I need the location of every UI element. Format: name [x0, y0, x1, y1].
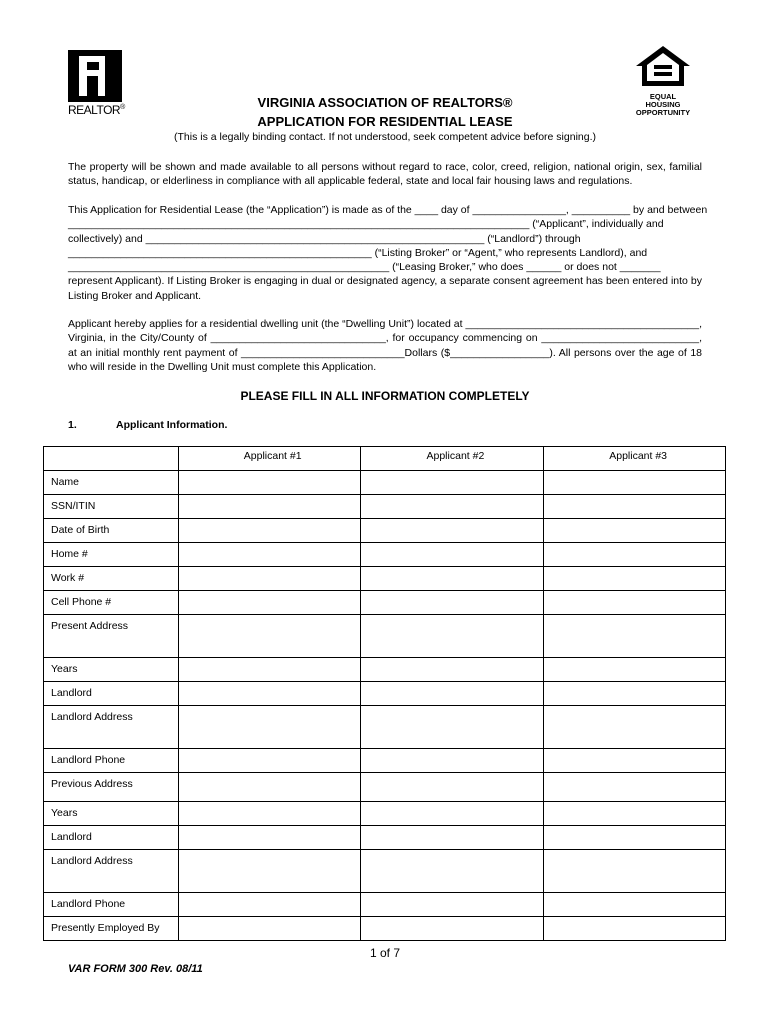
- applicant-1-field[interactable]: [178, 917, 360, 941]
- table-row: [44, 826, 726, 850]
- table-row: [44, 802, 726, 826]
- applicant-1-field[interactable]: [178, 893, 360, 917]
- applicant-1-field[interactable]: [178, 682, 360, 706]
- applicant-1-field[interactable]: [178, 802, 360, 826]
- row-label: Name: [44, 471, 179, 495]
- row-label: Present Address: [44, 615, 179, 658]
- eho-line-2: OPPORTUNITY: [635, 108, 691, 117]
- applicant-2-field[interactable]: [360, 893, 544, 917]
- row-label: Work #: [44, 567, 179, 591]
- row-label: Years: [44, 802, 179, 826]
- applicant-table: [43, 446, 726, 941]
- applicant-2-field[interactable]: [360, 826, 544, 850]
- applicant-1-field[interactable]: [178, 495, 360, 519]
- table-row: [44, 471, 726, 495]
- section-title: Applicant Information.: [116, 419, 228, 431]
- applicant-3-field[interactable]: [544, 471, 726, 495]
- form-subtitle: (This is a legally binding contact. If not understood, seek competent advice before signing.): [174, 131, 596, 143]
- applicant-3-field[interactable]: [544, 495, 726, 519]
- page-number: 1 of 7: [369, 946, 401, 960]
- row-label: Years: [44, 658, 179, 682]
- eho-line-1: EQUAL HOUSING: [645, 92, 681, 109]
- table-header-row: [44, 447, 726, 471]
- applicant-3-field[interactable]: [544, 893, 726, 917]
- applicant-2-field[interactable]: [360, 706, 544, 749]
- table-row: [44, 706, 726, 749]
- table-row: [44, 567, 726, 591]
- applicant-3-field[interactable]: [544, 615, 726, 658]
- table-row: [44, 519, 726, 543]
- applicant-1-field[interactable]: [178, 519, 360, 543]
- applicant-3-header: Applicant #3: [544, 447, 726, 471]
- applicant-1-field[interactable]: [178, 471, 360, 495]
- applicant-3-field[interactable]: [544, 658, 726, 682]
- applicant-2-field[interactable]: [360, 495, 544, 519]
- applicant-1-field[interactable]: [178, 749, 360, 773]
- applicant-3-field[interactable]: [544, 706, 726, 749]
- row-label: Landlord Phone: [44, 893, 179, 917]
- row-label: Landlord Phone: [44, 749, 179, 773]
- row-label: SSN/ITIN: [44, 495, 179, 519]
- applicant-1-field[interactable]: [178, 658, 360, 682]
- applicant-1-field[interactable]: [178, 773, 360, 802]
- table-corner-cell: [44, 447, 179, 471]
- applicant-1-field[interactable]: [178, 826, 360, 850]
- parties-line: collectively) and __________________________________________________________ (“Landlord”) through: [68, 232, 581, 245]
- row-label: Landlord: [44, 826, 179, 850]
- table-row: [44, 682, 726, 706]
- parties-line: ____________________________________________________ (“Listing Broker” or “Agent,” who represents Landlord), and: [68, 246, 648, 259]
- fill-heading: PLEASE FILL IN ALL INFORMATION COMPLETELY: [240, 389, 530, 403]
- applicant-3-field[interactable]: [544, 826, 726, 850]
- applicant-2-field[interactable]: [360, 749, 544, 773]
- applicant-1-header: Applicant #1: [178, 447, 360, 471]
- applicant-3-field[interactable]: [544, 682, 726, 706]
- applicant-2-field[interactable]: [360, 682, 544, 706]
- realtor-wordmark: REALTOR®: [68, 103, 125, 117]
- org-title: VIRGINIA ASSOCIATION OF REALTORS®: [257, 95, 513, 110]
- applicant-3-field[interactable]: [544, 543, 726, 567]
- applicant-2-field[interactable]: [360, 543, 544, 567]
- table-row: [44, 917, 726, 941]
- applicant-2-field[interactable]: [360, 519, 544, 543]
- parties-line: represent Applicant). If Listing Broker is engaging in dual or designated agency, a separate consent agreement has been entered into by Listing Broker and Applicant.: [68, 275, 702, 302]
- applicant-1-field[interactable]: [178, 567, 360, 591]
- row-label: Landlord: [44, 682, 179, 706]
- applicant-1-field[interactable]: [178, 850, 360, 893]
- applicant-3-field[interactable]: [544, 802, 726, 826]
- table-row: [44, 543, 726, 567]
- table-row: [44, 658, 726, 682]
- table-row: [44, 495, 726, 519]
- row-label: Date of Birth: [44, 519, 179, 543]
- parties-line: _______________________________________________________ (“Leasing Broker,” who does ______ or does not _______: [68, 261, 661, 274]
- applicant-1-field[interactable]: [178, 615, 360, 658]
- applicant-2-field[interactable]: [360, 591, 544, 615]
- applicant-2-field[interactable]: [360, 471, 544, 495]
- applicant-2-header: Applicant #2: [360, 447, 544, 471]
- applicant-2-field[interactable]: [360, 615, 544, 658]
- dwelling-paragraph: Applicant hereby applies for a residential dwelling unit (the “Dwelling Unit”) located at ________________________________________, Virginia, in the City/County of ______________________________, for occupancy commencing on ___________________________, at an initial monthly rent payment of ____________________________Dollars ($_________________). All persons over the age of 18 who will reside in the Dwelling Unit must complete this Application.: [68, 318, 702, 373]
- row-label: Landlord Address: [44, 850, 179, 893]
- applicant-2-field[interactable]: [360, 658, 544, 682]
- form-id: VAR FORM 300 Rev. 08/11: [68, 963, 203, 975]
- table-row: [44, 850, 726, 893]
- section-number: 1.: [68, 419, 77, 431]
- applicant-1-field[interactable]: [178, 543, 360, 567]
- applicant-2-field[interactable]: [360, 850, 544, 893]
- table-row: [44, 749, 726, 773]
- parties-paragraph: [68, 203, 708, 303]
- table-row: [44, 615, 726, 658]
- row-label: Previous Address: [44, 773, 179, 802]
- row-label: Presently Employed By: [44, 917, 179, 941]
- parties-line: This Application for Residential Lease (the “Application”) is made as of the ____ day of ________________, __________ by and between: [68, 204, 708, 216]
- table-row: [44, 893, 726, 917]
- applicant-2-field[interactable]: [360, 917, 544, 941]
- table-row: [44, 591, 726, 615]
- parties-line: _______________________________________________________________________________ (“Applicant”, individually and: [68, 218, 664, 231]
- form-title: APPLICATION FOR RESIDENTIAL LEASE: [257, 114, 513, 129]
- applicant-3-field[interactable]: [544, 749, 726, 773]
- applicant-2-field[interactable]: [360, 802, 544, 826]
- applicant-3-field[interactable]: [544, 917, 726, 941]
- row-label: Landlord Address: [44, 706, 179, 749]
- applicant-1-field[interactable]: [178, 591, 360, 615]
- applicant-3-field[interactable]: [544, 850, 726, 893]
- house-icon: [634, 44, 692, 88]
- table-row: [44, 773, 726, 802]
- applicant-3-field[interactable]: [544, 519, 726, 543]
- row-label: Home #: [44, 543, 179, 567]
- row-label: Cell Phone #: [44, 591, 179, 615]
- applicant-2-field[interactable]: [360, 773, 544, 802]
- applicant-3-field[interactable]: [544, 591, 726, 615]
- fair-housing-paragraph: The property will be shown and made available to all persons without regard to race, color, creed, religion, national origin, sex, familial status, handicap, or elderliness in compliance with all applicable federal, state and local fair housing laws and regulations.: [68, 161, 702, 188]
- applicant-2-field[interactable]: [360, 567, 544, 591]
- applicant-1-field[interactable]: [178, 706, 360, 749]
- applicant-3-field[interactable]: [544, 567, 726, 591]
- applicant-3-field[interactable]: [544, 773, 726, 802]
